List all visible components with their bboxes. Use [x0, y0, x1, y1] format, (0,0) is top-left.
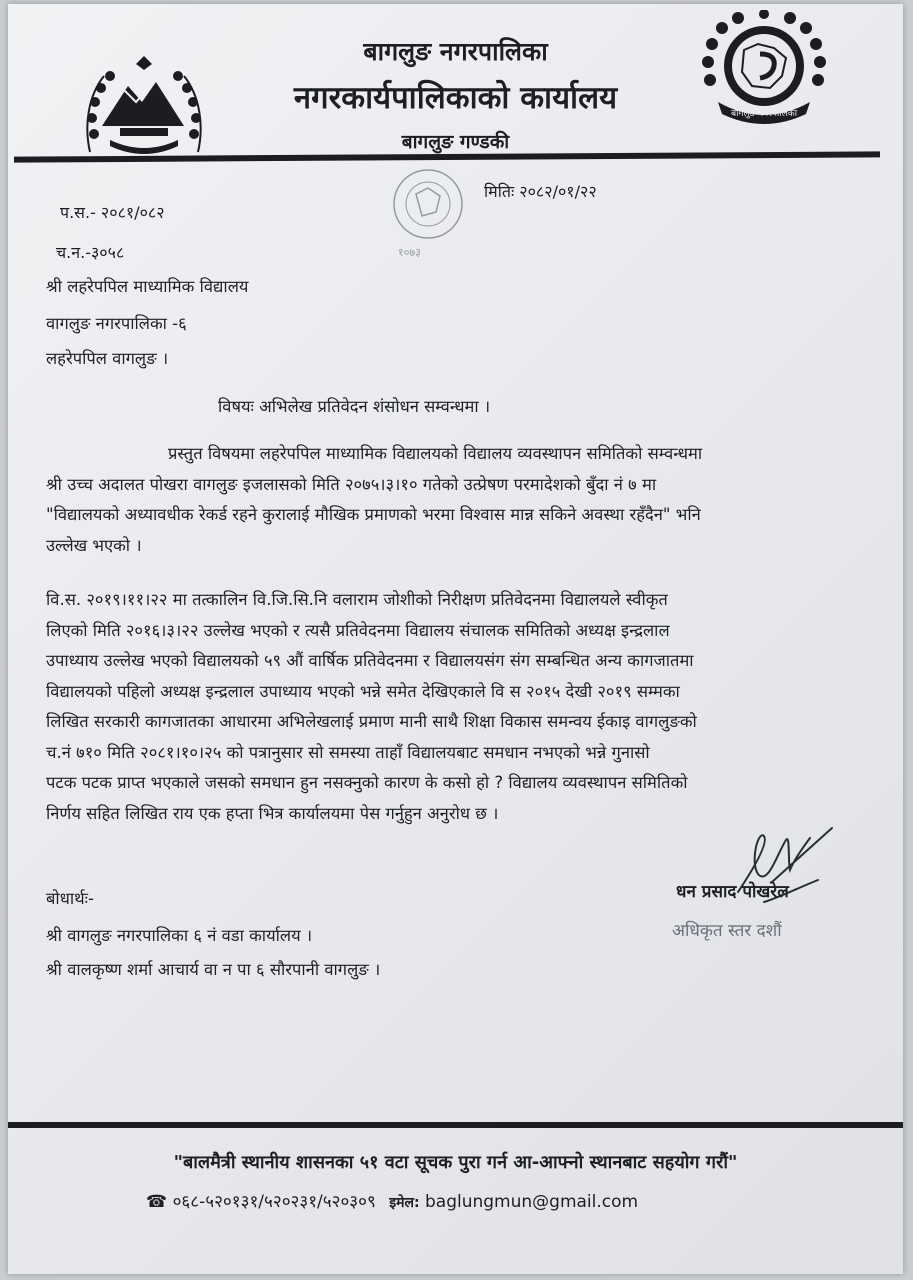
footer-divider	[8, 1122, 903, 1128]
email-address: baglungmun@gmail.com	[424, 1192, 639, 1212]
paragraph-1	[46, 441, 880, 563]
municipality-seal-icon	[700, 10, 828, 128]
office-stamp-icon	[366, 164, 484, 262]
paragraph-1-line: उल्लेख भएको ।	[46, 535, 142, 555]
paragraph-2-line: निर्णय सहित लिखित राय एक हप्ता भित्र कार्यालयमा पेस गर्नुहुन अनुरोध छ ।	[46, 803, 499, 823]
cc-heading: बोधार्थः-	[46, 889, 94, 908]
phone-numbers: ०६८-५२०१३१/५२०२३१/५२०३०९	[172, 1192, 376, 1212]
paragraph-1-line: "विद्यालयको अध्यावधीक रेकर्ड रहने कुरालाई मौखिक प्रमाणको भरमा विश्वास मान्न सकिने अवस्था रहँदैन" भनि	[46, 505, 701, 524]
paragraph-1-line: श्री उच्च अदालत पोखरा वागलुङ इजलासको मिति २०७५।३।१० गतेको उत्प्रेषण परमादेशको बुँदा नं ७ मा	[46, 474, 657, 494]
municipality-name: बागलुङ नगरपालिका	[363, 37, 548, 66]
seal-banner-text: बागलुङ नगरपालिका	[730, 109, 798, 119]
paragraph-2-line: लिएको मिति २०१६।३।२२ उल्लेख भएको र त्यसै प्रतिवेदनमा विद्यालय संचालक समितिको अध्यक्ष इन्द्रलाल	[46, 620, 670, 640]
signatory-title: अधिकृत स्तर दशौं	[672, 921, 782, 941]
paragraph-2-line: लिखित सरकारी कागजातका आधारमा अभिलेखलाई प्रमाण मानी साथै शिक्षा विकास समन्वय ईकाइ वागलुङको	[46, 712, 697, 731]
paragraph-2-line: च.नं ७१० मिति २०८१।१०।२५ को पत्रानुसार सो समस्या ताहाँ विद्यालयबाट समधान नभएको भन्ने गुनासो	[46, 742, 650, 762]
subject-line: विषयः अभिलेख प्रतिवेदन शंसोधन सम्वन्धमा ।	[218, 397, 491, 416]
paragraph-2	[46, 587, 880, 831]
email-label: इमेल:	[389, 1195, 420, 1211]
handwritten-signature	[728, 822, 848, 922]
signatory-name: धन प्रसाद पोखरेल	[676, 882, 789, 902]
recipient-line-1: श्री लहरेपपिल माध्यामिक विद्यालय	[46, 277, 249, 296]
phone-icon: ☎	[146, 1192, 168, 1212]
letter-sheet	[8, 4, 903, 1274]
paragraph-2-line: वि.स. २०१९।११।२२ मा तत्कालिन वि.जि.सि.नि वलाराम जोशीको निरीक्षण प्रतिवेदनमा विद्यालयले स्वीकृत	[46, 590, 668, 609]
paragraph-2-line: उपाध्याय उल्लेख भएको विद्यालयको ५९ औं वार्षिक प्रतिवेदनमा र विद्यालयसंग संग सम्बन्धित अन्य कागजातमा	[46, 651, 694, 670]
office-location: बागलुङ गण्डकी	[401, 131, 510, 153]
paragraph-2-line: पटक पटक प्राप्त भएकाले जसको समधान हुन नसक्नुको कारण के कसो हो ? विद्यालय व्यवस्थापन समितिको	[46, 773, 688, 792]
footer-slogan: "बालमैत्री स्थानीय शासनका ५१ वटा सूचक पुरा गर्न आ-आफ्नो स्थानबाट सहयोग गरौं"	[173, 1152, 738, 1173]
cc-item: श्री वालकृष्ण शर्मा आचार्य वा न पा ६ सौरपानी वागलुङ ।	[46, 960, 381, 979]
footer-contact	[146, 1189, 638, 1212]
letter-date: मितिः २०८२/०१/२२	[484, 182, 597, 201]
cn-number: च.न.-३०५८	[56, 243, 125, 262]
recipient-line-2: वागलुङ नगरपालिका -६	[46, 314, 187, 333]
stamp-number: १०७३	[398, 246, 421, 259]
paragraph-2-line: विद्यालयको पहिलो अध्यक्ष इन्द्रलाल उपाध्याय भएको भन्ने समेत देखिएकाले वि स २०१५ देखी २०१९ सम्मका	[46, 681, 680, 701]
ps-number: प.स.- २०८१/०८२	[60, 203, 165, 222]
office-name: नगरकार्यपालिकाको कार्यालय	[293, 80, 618, 116]
paragraph-1-line: प्रस्तुत विषयमा लहरेपपिल माध्यामिक विद्यालयको विद्यालय व्यवस्थापन समितिको सम्वन्धमा	[168, 444, 703, 463]
recipient-line-3: लहरेपपिल वागलुङ ।	[46, 349, 169, 368]
cc-item: श्री वागलुङ नगरपालिका ६ नं वडा कार्यालय ।	[46, 926, 313, 945]
